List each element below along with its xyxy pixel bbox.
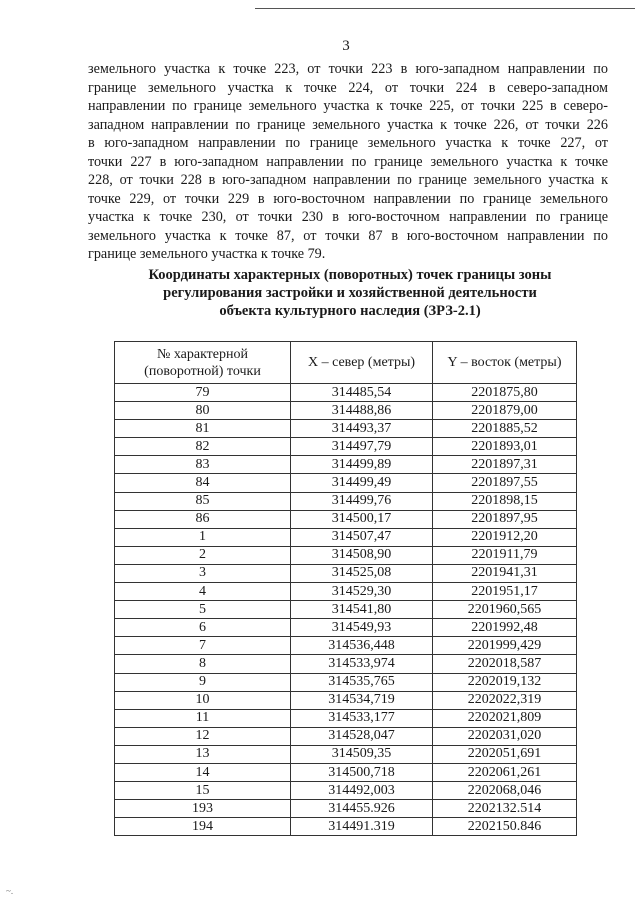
cell-y-east: 2202031,020 bbox=[433, 727, 577, 745]
table-row bbox=[115, 691, 577, 709]
table-row bbox=[115, 510, 577, 528]
cell-point-number: 84 bbox=[115, 474, 291, 492]
cell-point-number: 194 bbox=[115, 818, 291, 836]
cell-x-north: 314509,35 bbox=[291, 745, 433, 763]
paragraph-line: точки 227 в юго-западном направлении по границе земельного участка к точке bbox=[88, 153, 608, 170]
cell-x-north: 314507,47 bbox=[291, 528, 433, 546]
cell-x-north: 314499,49 bbox=[291, 474, 433, 492]
cell-x-north: 314455.926 bbox=[291, 800, 433, 818]
cell-x-north: 314525,08 bbox=[291, 564, 433, 582]
cell-point-number: 83 bbox=[115, 456, 291, 474]
cell-y-east: 2201897,31 bbox=[433, 456, 577, 474]
header-point-number-line1: № характерной bbox=[156, 346, 249, 362]
paragraph-line: 228, от точки 228 в юго-западном направлении по границе земельного участка к bbox=[88, 172, 608, 188]
cell-point-number: 9 bbox=[115, 673, 291, 691]
cell-y-east: 2201911,79 bbox=[433, 546, 577, 564]
cell-y-east: 2201893,01 bbox=[433, 438, 577, 456]
cell-point-number: 12 bbox=[115, 727, 291, 745]
paragraph-line: участка к точке 230, от точки 230 в юго-восточном направлении по границе bbox=[88, 209, 608, 225]
cell-y-east: 2201999,429 bbox=[433, 637, 577, 655]
header-y-east: Y – восток (метры) bbox=[433, 342, 577, 384]
table-row bbox=[115, 745, 577, 763]
cell-point-number: 7 bbox=[115, 637, 291, 655]
cell-point-number: 193 bbox=[115, 800, 291, 818]
cell-x-north: 314499,76 bbox=[291, 492, 433, 510]
cell-y-east: 2202051,691 bbox=[433, 745, 577, 763]
paragraph-line: границе земельного участка к точке 79. bbox=[88, 246, 326, 262]
cell-y-east: 2201960,565 bbox=[433, 601, 577, 619]
cell-x-north: 314493,37 bbox=[291, 420, 433, 438]
table-title bbox=[90, 266, 610, 320]
cell-y-east: 2202068,046 bbox=[433, 782, 577, 800]
table-row bbox=[115, 420, 577, 438]
cell-y-east: 2202132.514 bbox=[433, 800, 577, 818]
top-rule bbox=[255, 8, 635, 9]
cell-point-number: 80 bbox=[115, 402, 291, 420]
header-x-north: X – север (метры) bbox=[291, 342, 433, 384]
cell-point-number: 86 bbox=[115, 510, 291, 528]
cell-x-north: 314492,003 bbox=[291, 782, 433, 800]
cell-y-east: 2201898,15 bbox=[433, 492, 577, 510]
paragraph-line: границе земельного участка к точке 224, от точки 224 в северо-западном bbox=[88, 79, 608, 96]
coordinates-table-body bbox=[115, 384, 577, 836]
cell-point-number: 10 bbox=[115, 691, 291, 709]
table-title-line: регулирования застройки и хозяйственной деятельности bbox=[163, 285, 537, 301]
table-row bbox=[115, 709, 577, 727]
cell-x-north: 314497,79 bbox=[291, 438, 433, 456]
cell-point-number: 1 bbox=[115, 528, 291, 546]
table-row bbox=[115, 456, 577, 474]
table-header-row bbox=[115, 342, 577, 384]
paragraph-line: западном направлении по границе земельного участка к точке 226, от точки 226 bbox=[88, 116, 608, 133]
paragraph-line: земельного участка к точке 87, от точки 87 в юго-восточном направлении по bbox=[88, 227, 608, 244]
cell-point-number: 3 bbox=[115, 564, 291, 582]
cell-y-east: 2201992,48 bbox=[433, 619, 577, 637]
cell-point-number: 6 bbox=[115, 619, 291, 637]
table-row bbox=[115, 818, 577, 836]
cell-x-north: 314536,448 bbox=[291, 637, 433, 655]
table-row bbox=[115, 619, 577, 637]
page-number: 3 bbox=[342, 38, 350, 54]
cell-x-north: 314534,719 bbox=[291, 691, 433, 709]
cell-y-east: 2202018,587 bbox=[433, 655, 577, 673]
cell-y-east: 2201875,80 bbox=[433, 384, 577, 402]
table-row bbox=[115, 384, 577, 402]
body-paragraph bbox=[88, 60, 608, 264]
table-row bbox=[115, 564, 577, 582]
cell-x-north: 314500,718 bbox=[291, 763, 433, 781]
cell-x-north: 314500,17 bbox=[291, 510, 433, 528]
cell-x-north: 314533,974 bbox=[291, 655, 433, 673]
cell-point-number: 81 bbox=[115, 420, 291, 438]
cell-y-east: 2202021,809 bbox=[433, 709, 577, 727]
cell-point-number: 11 bbox=[115, 709, 291, 727]
cell-y-east: 2202019,132 bbox=[433, 673, 577, 691]
table-row bbox=[115, 438, 577, 456]
cell-x-north: 314508,90 bbox=[291, 546, 433, 564]
table-row bbox=[115, 528, 577, 546]
cell-point-number: 15 bbox=[115, 782, 291, 800]
cell-y-east: 2201879,00 bbox=[433, 402, 577, 420]
table-row bbox=[115, 727, 577, 745]
cell-x-north: 314535,765 bbox=[291, 673, 433, 691]
cell-x-north: 314528,047 bbox=[291, 727, 433, 745]
cell-x-north: 314541,80 bbox=[291, 601, 433, 619]
table-row bbox=[115, 474, 577, 492]
cell-x-north: 314529,30 bbox=[291, 583, 433, 601]
table-row bbox=[115, 402, 577, 420]
table-row bbox=[115, 492, 577, 510]
cell-y-east: 2202061,261 bbox=[433, 763, 577, 781]
cell-y-east: 2202022,319 bbox=[433, 691, 577, 709]
cell-x-north: 314533,177 bbox=[291, 709, 433, 727]
table-row bbox=[115, 763, 577, 781]
paragraph-line: земельного участка к точке 223, от точки 223 в юго-западном направлении по bbox=[88, 61, 608, 77]
header-point-number-line2: (поворотной) точки bbox=[144, 363, 261, 379]
paragraph-line: точке 229, от точки 229 в юго-восточном направлении по границе земельного bbox=[88, 190, 608, 207]
cell-y-east: 2201885,52 bbox=[433, 420, 577, 438]
cell-y-east: 2201951,17 bbox=[433, 583, 577, 601]
cell-x-north: 314488,86 bbox=[291, 402, 433, 420]
cell-point-number: 2 bbox=[115, 546, 291, 564]
table-row bbox=[115, 601, 577, 619]
cell-x-north: 314549,93 bbox=[291, 619, 433, 637]
scan-corner-mark: ~. bbox=[6, 886, 14, 896]
cell-point-number: 85 bbox=[115, 492, 291, 510]
table-title-line: Координаты характерных (поворотных) точек границы зоны bbox=[148, 267, 552, 283]
cell-point-number: 5 bbox=[115, 601, 291, 619]
cell-y-east: 2201897,95 bbox=[433, 510, 577, 528]
table-row bbox=[115, 673, 577, 691]
table-row bbox=[115, 583, 577, 601]
coordinates-table bbox=[114, 341, 577, 836]
cell-point-number: 13 bbox=[115, 745, 291, 763]
header-point-number bbox=[115, 342, 291, 384]
cell-point-number: 82 bbox=[115, 438, 291, 456]
paragraph-line: направлении по границе земельного участка к точке 225, от точки 225 в северо- bbox=[88, 98, 608, 114]
table-row bbox=[115, 782, 577, 800]
cell-y-east: 2201941,31 bbox=[433, 564, 577, 582]
table-row bbox=[115, 800, 577, 818]
table-row bbox=[115, 546, 577, 564]
cell-point-number: 4 bbox=[115, 583, 291, 601]
cell-y-east: 2201897,55 bbox=[433, 474, 577, 492]
cell-y-east: 2202150.846 bbox=[433, 818, 577, 836]
table-title-line: объекта культурного наследия (ЗРЗ-2.1) bbox=[219, 303, 481, 319]
cell-point-number: 79 bbox=[115, 384, 291, 402]
paragraph-line: в юго-западном направлении по границе земельного участка к точке 227, от bbox=[88, 135, 608, 151]
table-row bbox=[115, 637, 577, 655]
cell-point-number: 14 bbox=[115, 763, 291, 781]
cell-y-east: 2201912,20 bbox=[433, 528, 577, 546]
table-row bbox=[115, 655, 577, 673]
cell-x-north: 314491.319 bbox=[291, 818, 433, 836]
cell-point-number: 8 bbox=[115, 655, 291, 673]
cell-x-north: 314485,54 bbox=[291, 384, 433, 402]
cell-x-north: 314499,89 bbox=[291, 456, 433, 474]
